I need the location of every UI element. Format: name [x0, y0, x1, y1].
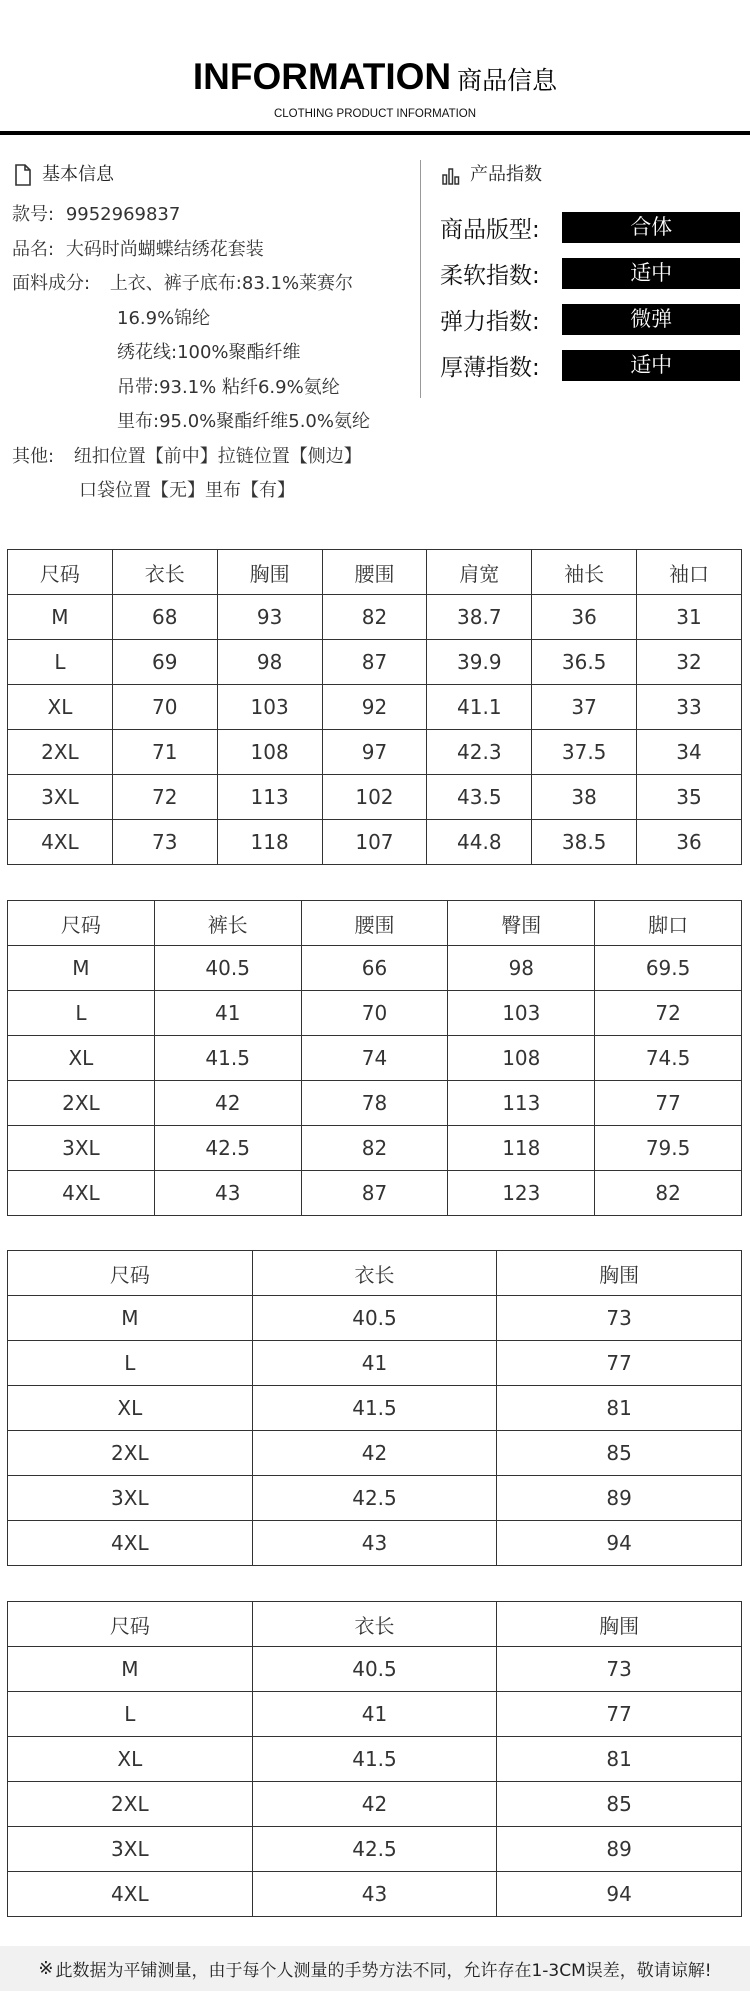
- product-name-label: 品名:: [12, 238, 55, 260]
- measurement-cell: 41: [252, 1341, 497, 1386]
- fabric-line: 里布:95.0%聚酯纤维5.0%氨纶: [117, 411, 370, 432]
- size-table-lining: [7, 1601, 742, 1917]
- measurement-cell: 92: [322, 685, 427, 730]
- table-row: [8, 640, 742, 685]
- fabric-line: 上衣、裤子底布:83.1%莱赛尔: [109, 273, 354, 294]
- column-header: 衣长: [112, 550, 217, 595]
- measurement-cell: 42.5: [154, 1126, 301, 1171]
- measurement-cell: 36: [637, 820, 742, 865]
- measurement-cell: 82: [322, 595, 427, 640]
- measurement-cell: 42: [252, 1782, 497, 1827]
- measurement-cell: 123: [448, 1171, 595, 1216]
- size-cell: 3XL: [8, 1827, 253, 1872]
- measurement-cell: 38.5: [532, 820, 637, 865]
- measurement-cell: 94: [497, 1521, 742, 1566]
- size-table-pants: [7, 900, 742, 1216]
- size-cell: M: [8, 595, 113, 640]
- measurement-cell: 118: [217, 820, 322, 865]
- measurement-cell: 85: [497, 1782, 742, 1827]
- measurement-cell: 40.5: [252, 1296, 497, 1341]
- fabric-line: 绣花线:100%聚酯纤维: [117, 342, 301, 363]
- product-name-row: [12, 233, 412, 268]
- product-index-title: 产品指数: [470, 164, 542, 185]
- table-row: [8, 1692, 742, 1737]
- header-divider: [0, 131, 750, 135]
- other-line: 纽扣位置【前中】拉链位置【侧边】: [73, 445, 362, 467]
- size-cell: 2XL: [8, 1431, 253, 1476]
- measurement-cell: 39.9: [427, 640, 532, 685]
- measurement-cell: 73: [112, 820, 217, 865]
- table-header-row: [8, 901, 742, 946]
- table-row: [8, 1036, 742, 1081]
- table-row: [8, 1296, 742, 1341]
- measurement-cell: 78: [301, 1081, 448, 1126]
- title-english: INFORMATION: [192, 56, 452, 97]
- size-cell: M: [8, 1647, 253, 1692]
- column-header: 肩宽: [427, 550, 532, 595]
- measurement-cell: 89: [497, 1476, 742, 1521]
- measurement-note-text: 此数据为平铺测量，由于每个人测量的手势方法不同，允许存在1-3CM误差，敬请谅解!: [55, 1961, 712, 1981]
- page-header: [0, 0, 750, 136]
- table-row: [8, 1521, 742, 1566]
- fabric-label: 面料成分:: [12, 273, 91, 294]
- table-row: [8, 991, 742, 1036]
- index-label: 厚薄指数:: [440, 354, 540, 381]
- index-value: 合体: [562, 212, 740, 243]
- measurement-cell: 68: [112, 595, 217, 640]
- table-row: [8, 685, 742, 730]
- column-header: 衣长: [252, 1602, 497, 1647]
- size-cell: XL: [8, 1737, 253, 1782]
- column-header: 尺码: [8, 550, 113, 595]
- measurement-cell: 74: [301, 1036, 448, 1081]
- document-icon: [12, 163, 36, 187]
- column-header: 裤长: [154, 901, 301, 946]
- index-value: 适中: [562, 258, 740, 289]
- measurement-cell: 113: [217, 775, 322, 820]
- measurement-cell: 113: [448, 1081, 595, 1126]
- measurement-cell: 38.7: [427, 595, 532, 640]
- table-row: [8, 1341, 742, 1386]
- basic-info-section: [12, 160, 412, 509]
- other-label: 其他:: [12, 445, 55, 467]
- table-row: [8, 1171, 742, 1216]
- column-header: 尺码: [8, 901, 155, 946]
- size-cell: XL: [8, 685, 113, 730]
- measurement-cell: 43.5: [427, 775, 532, 820]
- measurement-cell: 97: [322, 730, 427, 775]
- table-row: [8, 1737, 742, 1782]
- measurement-cell: 38: [532, 775, 637, 820]
- title-chinese: 商品信息: [457, 66, 558, 95]
- table-row: [8, 820, 742, 865]
- measurement-cell: 87: [301, 1171, 448, 1216]
- table-row: [8, 1431, 742, 1476]
- measurement-cell: 37.5: [532, 730, 637, 775]
- fabric-line: 16.9%锦纶: [117, 307, 211, 329]
- index-label: 弹力指数:: [440, 308, 540, 335]
- size-cell: 2XL: [8, 1081, 155, 1126]
- measurement-cell: 37: [532, 685, 637, 730]
- size-table-top: [7, 549, 742, 865]
- table-row: [8, 730, 742, 775]
- measurement-cell: 42.5: [252, 1827, 497, 1872]
- measurement-cell: 77: [595, 1081, 742, 1126]
- index-label: 商品版型:: [440, 216, 540, 243]
- size-cell: 2XL: [8, 1782, 253, 1827]
- column-header: 袖长: [532, 550, 637, 595]
- measurement-cell: 81: [497, 1386, 742, 1431]
- measurement-cell: 66: [301, 946, 448, 991]
- column-header: 尺码: [8, 1602, 253, 1647]
- column-header: 腰围: [322, 550, 427, 595]
- fabric-row: [12, 267, 412, 302]
- column-header: 脚口: [595, 901, 742, 946]
- size-cell: 4XL: [8, 1171, 155, 1216]
- product-index-heading: [440, 160, 740, 190]
- product-index-section: [440, 160, 740, 388]
- measurement-cell: 73: [497, 1296, 742, 1341]
- table-row: [8, 1647, 742, 1692]
- measurement-cell: 82: [595, 1171, 742, 1216]
- measurement-cell: 42.3: [427, 730, 532, 775]
- size-cell: 2XL: [8, 730, 113, 775]
- size-cell: L: [8, 1692, 253, 1737]
- size-cell: 4XL: [8, 1872, 253, 1917]
- index-row-thickness: [440, 342, 740, 388]
- measurement-cell: 108: [217, 730, 322, 775]
- measurement-cell: 41.5: [154, 1036, 301, 1081]
- product-name-value: 大码时尚蝴蝶结绣花套装: [65, 238, 264, 260]
- measurement-cell: 108: [448, 1036, 595, 1081]
- measurement-cell: 103: [448, 991, 595, 1036]
- measurement-cell: 103: [217, 685, 322, 730]
- measurement-cell: 44.8: [427, 820, 532, 865]
- table-row: [8, 1782, 742, 1827]
- measurement-cell: 40.5: [252, 1647, 497, 1692]
- table-header-row: [8, 1251, 742, 1296]
- column-header: 胸围: [217, 550, 322, 595]
- size-cell: 3XL: [8, 1476, 253, 1521]
- basic-info-heading: [12, 160, 412, 190]
- measurement-cell: 72: [112, 775, 217, 820]
- table-header-row: [8, 550, 742, 595]
- measurement-cell: 118: [448, 1126, 595, 1171]
- measurement-cell: 36: [532, 595, 637, 640]
- size-cell: M: [8, 946, 155, 991]
- size-cell: XL: [8, 1386, 253, 1431]
- column-header: 胸围: [497, 1602, 742, 1647]
- measurement-cell: 43: [252, 1521, 497, 1566]
- size-cell: L: [8, 640, 113, 685]
- table-row: [8, 1476, 742, 1521]
- table-row: [8, 1081, 742, 1126]
- measurement-cell: 41: [252, 1692, 497, 1737]
- measurement-cell: 33: [637, 685, 742, 730]
- measurement-cell: 74.5: [595, 1036, 742, 1081]
- style-number-value: 9952969837: [65, 204, 181, 225]
- measurement-cell: 102: [322, 775, 427, 820]
- size-cell: L: [8, 1341, 253, 1386]
- section-divider: [420, 160, 421, 398]
- column-header: 臀围: [448, 901, 595, 946]
- other-row: [12, 440, 412, 475]
- other-line: 口袋位置【无】里布【有】: [79, 480, 295, 501]
- measurement-cell: 41.5: [252, 1737, 497, 1782]
- measurement-cell: 41.5: [252, 1386, 497, 1431]
- table-row: [8, 595, 742, 640]
- size-cell: 4XL: [8, 820, 113, 865]
- measurement-cell: 94: [497, 1872, 742, 1917]
- table-row: [8, 1872, 742, 1917]
- index-value: 适中: [562, 350, 740, 381]
- index-row-fit: [440, 204, 740, 250]
- measurement-cell: 98: [217, 640, 322, 685]
- index-row-elasticity: [440, 296, 740, 342]
- measurement-cell: 42.5: [252, 1476, 497, 1521]
- measurement-cell: 31: [637, 595, 742, 640]
- column-header: 袖口: [637, 550, 742, 595]
- measurement-cell: 73: [497, 1647, 742, 1692]
- measurement-cell: 87: [322, 640, 427, 685]
- measurement-cell: 69.5: [595, 946, 742, 991]
- measurement-note: [0, 1946, 750, 1991]
- measurement-cell: 35: [637, 775, 742, 820]
- measurement-cell: 82: [301, 1126, 448, 1171]
- size-cell: M: [8, 1296, 253, 1341]
- measurement-cell: 32: [637, 640, 742, 685]
- size-cell: 3XL: [8, 1126, 155, 1171]
- measurement-cell: 79.5: [595, 1126, 742, 1171]
- measurement-cell: 70: [112, 685, 217, 730]
- index-row-softness: [440, 250, 740, 296]
- size-cell: 4XL: [8, 1521, 253, 1566]
- measurement-cell: 43: [252, 1872, 497, 1917]
- measurement-cell: 43: [154, 1171, 301, 1216]
- index-value: 微弹: [562, 304, 740, 335]
- column-header: 尺码: [8, 1251, 253, 1296]
- measurement-cell: 41: [154, 991, 301, 1036]
- style-number-label: 款号:: [12, 204, 55, 225]
- measurement-cell: 42: [154, 1081, 301, 1126]
- measurement-cell: 98: [448, 946, 595, 991]
- column-header: 衣长: [252, 1251, 497, 1296]
- measurement-cell: 77: [497, 1341, 742, 1386]
- basic-info-title: 基本信息: [42, 164, 114, 185]
- table-row: [8, 946, 742, 991]
- measurement-cell: 41.1: [427, 685, 532, 730]
- measurement-cell: 42: [252, 1431, 497, 1476]
- measurement-cell: 72: [595, 991, 742, 1036]
- column-header: 腰围: [301, 901, 448, 946]
- measurement-cell: 69: [112, 640, 217, 685]
- size-cell: 3XL: [8, 775, 113, 820]
- size-cell: L: [8, 991, 155, 1036]
- size-cell: XL: [8, 1036, 155, 1081]
- measurement-cell: 70: [301, 991, 448, 1036]
- page-title: [0, 56, 750, 98]
- measurement-cell: 71: [112, 730, 217, 775]
- measurement-cell: 34: [637, 730, 742, 775]
- measurement-cell: 93: [217, 595, 322, 640]
- measurement-cell: 36.5: [532, 640, 637, 685]
- bar-chart-icon: [440, 163, 464, 187]
- measurement-cell: 40.5: [154, 946, 301, 991]
- measurement-cell: 107: [322, 820, 427, 865]
- measurement-cell: 77: [497, 1692, 742, 1737]
- index-label: 柔软指数:: [440, 262, 540, 289]
- table-header-row: [8, 1602, 742, 1647]
- fabric-line: 吊带:93.1% 粘纤6.9%氨纶: [117, 376, 340, 398]
- table-row: [8, 1126, 742, 1171]
- measurement-cell: 89: [497, 1827, 742, 1872]
- table-row: [8, 1827, 742, 1872]
- style-number-row: [12, 198, 412, 233]
- reference-mark-icon: ※: [38, 1958, 54, 1979]
- page-subtitle: CLOTHING PRODUCT INFORMATION: [273, 108, 477, 120]
- column-header: 胸围: [497, 1251, 742, 1296]
- size-table-camisole: [7, 1250, 742, 1566]
- table-row: [8, 1386, 742, 1431]
- table-row: [8, 775, 742, 820]
- measurement-cell: 81: [497, 1737, 742, 1782]
- measurement-cell: 85: [497, 1431, 742, 1476]
